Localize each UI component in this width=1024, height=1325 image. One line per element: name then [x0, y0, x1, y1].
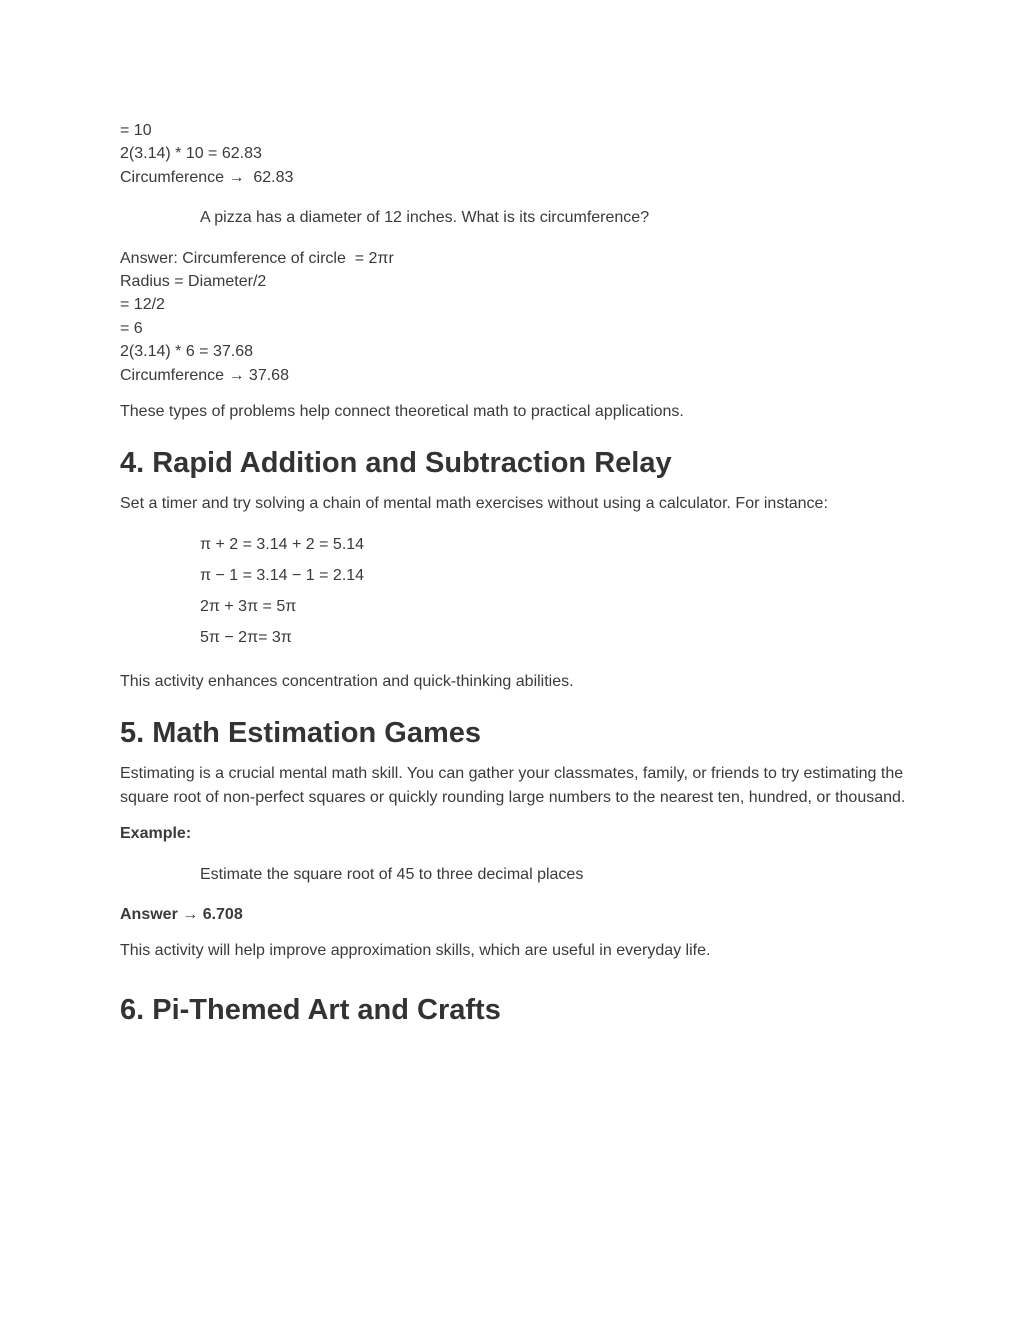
equation-item: π − 1 = 3.14 − 1 = 2.14	[200, 566, 365, 584]
example-label: Example:	[120, 825, 192, 843]
calc-line: 2(3.14) * 10 = 62.83	[120, 145, 262, 163]
equation-item: π + 2 = 3.14 + 2 = 5.14	[200, 535, 365, 553]
answer-text: Answer → 6.708	[120, 905, 243, 923]
equation-list	[120, 529, 910, 653]
calc-line: = 6	[120, 319, 143, 337]
question-pizza: A pizza has a diameter of 12 inches. What is its circumference?	[200, 209, 650, 227]
section-4-intro: Set a timer and try solving a chain of mental math exercises without using a calculator. For instance:	[120, 495, 828, 513]
section-4-outro: This activity enhances concentration and quick-thinking abilities.	[120, 672, 574, 690]
equation-item: 2π + 3π = 5π	[200, 597, 297, 615]
circumference-calc-1	[120, 119, 910, 189]
document-page	[120, 119, 910, 1028]
calc-line: 2(3.14) * 6 = 37.68	[120, 343, 253, 361]
example-text: Estimate the square root of 45 to three decimal places	[200, 865, 584, 883]
section-5-heading: 5. Math Estimation Games	[120, 717, 481, 750]
circumference-calc-2	[120, 247, 910, 387]
equation-item: 5π − 2π= 3π	[200, 628, 292, 646]
section-5-outro: This activity will help improve approximation skills, which are useful in everyday life.	[120, 942, 711, 960]
calc-line: Radius = Diameter/2	[120, 273, 267, 291]
section-4-heading: 4. Rapid Addition and Subtraction Relay	[120, 447, 672, 480]
calc-line: Circumference → 62.83	[120, 168, 294, 186]
section-5-intro: Estimating is a crucial mental math skill. You can gather your classmates, family, or friends to try estimating the square root of non-perfect squares or quickly rounding large numbers to the nearest ten, hundred, or thousand.	[120, 765, 906, 806]
calc-line: Answer: Circumference of circle = 2πr	[120, 249, 394, 267]
calc-line: Circumference → 37.68	[120, 366, 289, 384]
calc-line: = 12/2	[120, 296, 165, 314]
calc-line: = 10	[120, 122, 152, 139]
paragraph-practical: These types of problems help connect theoretical math to practical applications.	[120, 403, 684, 421]
section-6-heading: 6. Pi-Themed Art and Crafts	[120, 993, 501, 1026]
